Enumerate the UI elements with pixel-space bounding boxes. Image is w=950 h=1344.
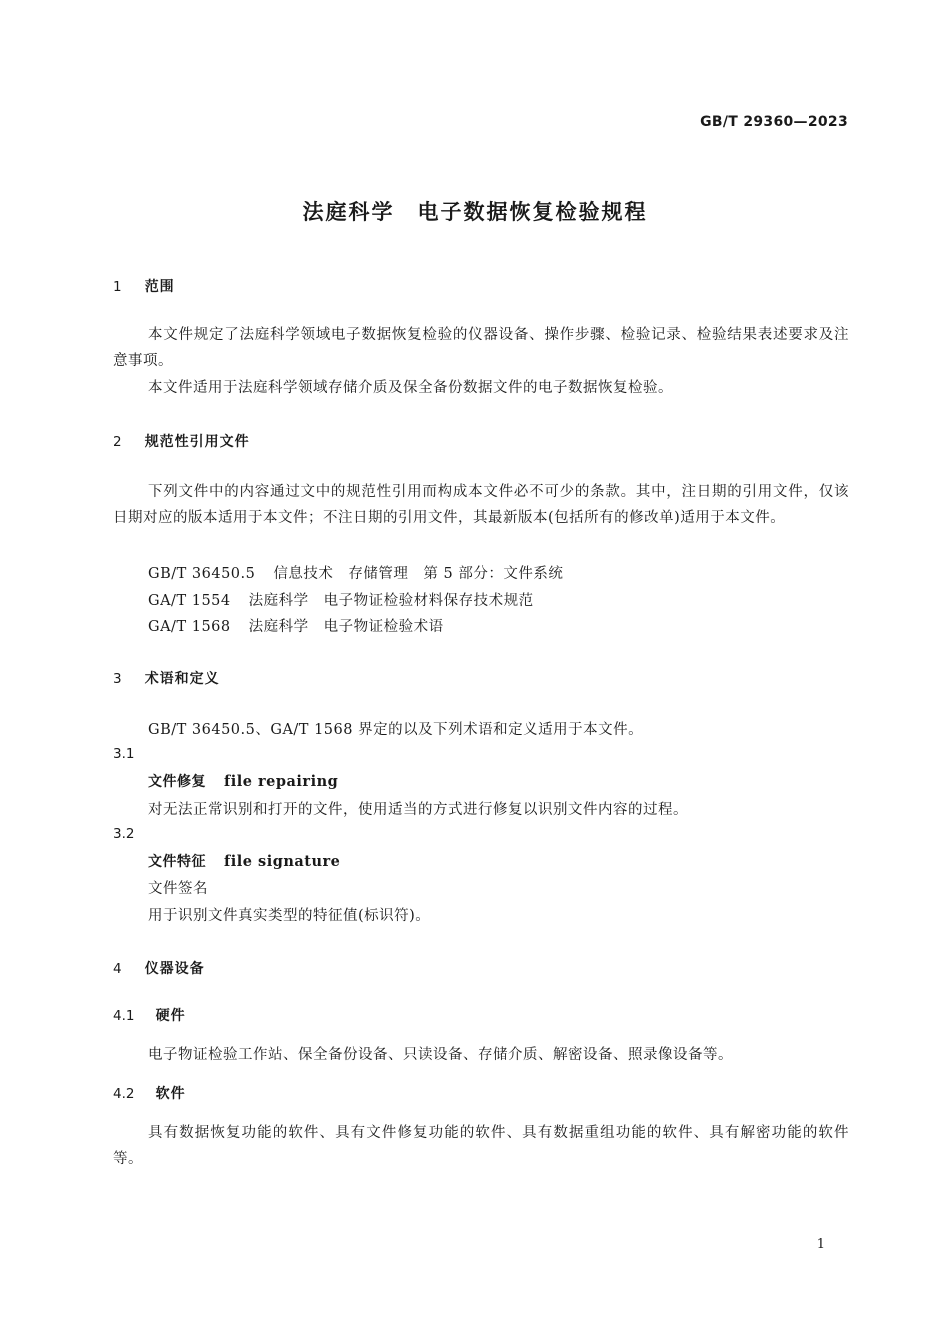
reference-title: 法庭科学 电子物证检验术语 (248, 619, 444, 635)
software-text: 具有数据恢复功能的软件、具有文件修复功能的软件、具有数据重组功能的软件、具有解密功能的软件等。 (113, 1125, 849, 1167)
scope-paragraph-1: 本文件规定了法庭科学领域电子数据恢复检验的仪器设备、操作步骤、检验记录、检验结果表述要求及注意事项。 (113, 327, 849, 369)
section-heading-terms (113, 668, 220, 688)
reference-title: 法庭科学 电子物证检验材料保存技术规范 (248, 593, 534, 609)
terms-intro: GB/T 36450.5、GA/T 1568 界定的以及下列术语和定义适用于本文件。 (148, 722, 644, 738)
subsection-number: 4.2 (113, 1086, 135, 1102)
reference-title: 信息技术 存储管理 第 5 部分：文件系统 (273, 566, 564, 582)
term-english: file signature (224, 853, 341, 870)
section-heading-scope (113, 276, 175, 296)
subsection-heading-software (113, 1083, 186, 1103)
term-number: 3.1 (113, 746, 135, 762)
section-number: 1 (113, 279, 122, 295)
term-definition: 用于识别文件真实类型的特征值(标识符)。 (148, 908, 431, 924)
subsection-number: 4.1 (113, 1008, 135, 1024)
standard-number: GB/T 29360—2023 (700, 114, 848, 130)
section-number: 3 (113, 671, 122, 687)
term-entry (148, 771, 338, 791)
term-chinese: 文件修复 (148, 774, 206, 790)
reference-code: GB/T 36450.5 (148, 566, 256, 582)
subsection-heading-hardware (113, 1005, 186, 1025)
section-title: 规范性引用文件 (144, 434, 250, 450)
reference-code: GA/T 1568 (148, 619, 231, 635)
section-number: 2 (113, 434, 122, 450)
scope-paragraph-2: 本文件适用于法庭科学领域存储介质及保全备份数据文件的电子数据恢复检验。 (148, 380, 673, 396)
reference-item (148, 562, 563, 583)
references-intro: 下列文件中的内容通过文中的规范性引用而构成本文件必不可少的条款。其中，注日期的引用文件，仅该日期对应的版本适用于本文件；不注日期的引用文件，其最新版本(包括所有的修改单)适用于本文件。 (113, 484, 849, 526)
section-title: 术语和定义 (144, 671, 220, 687)
term-definition: 对无法正常识别和打开的文件，使用适当的方式进行修复以识别文件内容的过程。 (148, 802, 688, 818)
reference-item (148, 589, 534, 610)
subsection-title: 软件 (155, 1086, 186, 1102)
document-title: 法庭科学 电子数据恢复检验规程 (302, 200, 648, 224)
section-heading-normative-references (113, 431, 250, 451)
section-heading-instruments (113, 958, 205, 978)
term-synonym: 文件签名 (148, 881, 208, 897)
term-chinese: 文件特征 (148, 854, 206, 870)
section-title: 范围 (144, 279, 175, 295)
term-entry (148, 851, 340, 871)
section-number: 4 (113, 961, 122, 977)
hardware-text: 电子物证检验工作站、保全备份设备、只读设备、存储介质、解密设备、照录像设备等。 (148, 1047, 733, 1063)
section-title: 仪器设备 (144, 961, 205, 977)
subsection-title: 硬件 (155, 1008, 186, 1024)
page-number: 1 (816, 1237, 825, 1252)
reference-item (148, 615, 444, 636)
term-english: file repairing (224, 773, 339, 790)
term-number: 3.2 (113, 826, 135, 842)
reference-code: GA/T 1554 (148, 593, 231, 609)
